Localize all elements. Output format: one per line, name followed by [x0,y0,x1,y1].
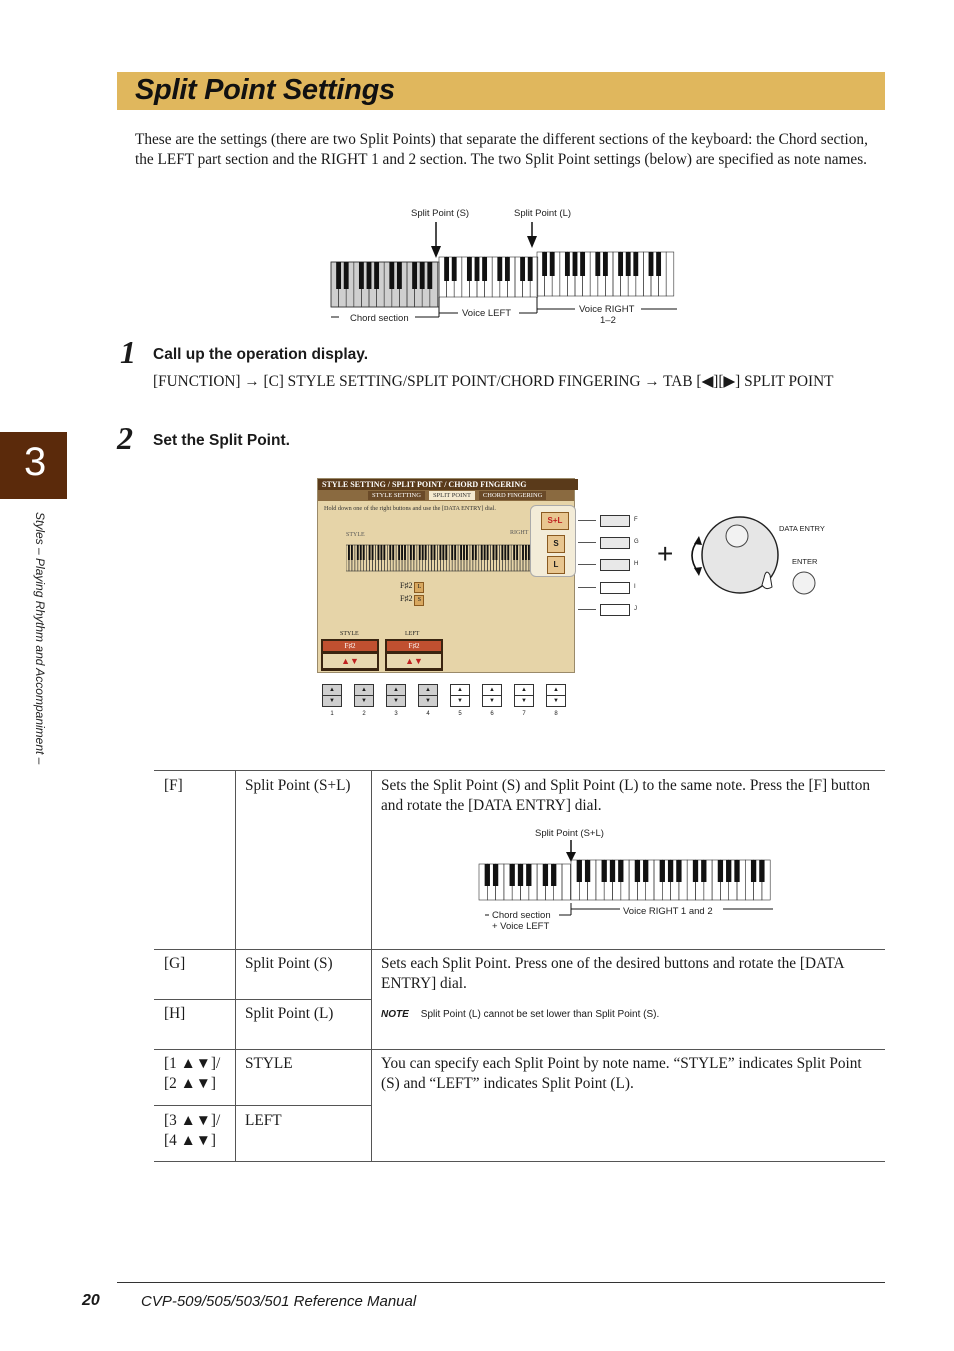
voice-left-label: Voice LEFT [462,308,512,319]
black-key [460,545,462,560]
button-g-label: G [634,539,639,545]
white-key [666,252,674,296]
black-key [336,262,341,289]
black-key [392,545,394,560]
black-key [401,545,403,560]
number-button-label: 5 [458,711,462,717]
number-button-label: 1 [330,711,334,717]
black-key [439,545,441,560]
button-j-label: J [634,606,637,612]
black-key [610,860,615,882]
black-key [467,257,472,281]
black-key [507,545,509,560]
black-key [618,860,623,882]
icon-s-plus-l: S+L [541,512,569,530]
tab-split-point[interactable]: SPLIT POINT [429,491,475,500]
enter-label: ENTER [792,557,818,566]
button-h[interactable] [600,559,630,571]
black-key [425,545,427,560]
black-key [577,860,582,882]
number-button-3[interactable]: ▲ ▼ 3 [386,684,406,717]
black-key [496,545,498,560]
table-note [381,1004,659,1022]
black-key [497,257,502,281]
black-key [410,545,412,560]
black-key [452,257,457,281]
table-right-label: Voice RIGHT 1 and 2 [623,906,713,917]
row-style-key: [1 ▲▼]/ [2 ▲▼] [164,1055,221,1092]
plus-icon: + [657,538,674,569]
chord-section-label: Chord section [350,313,409,324]
number-button-label: 4 [426,711,430,717]
black-key [633,252,638,276]
black-key [360,545,362,560]
button-f[interactable] [600,515,630,527]
row-f-key: [F] [164,777,183,794]
black-key [493,864,498,886]
side-icons-callout [530,505,576,577]
button-i-label: I [634,584,636,590]
intro-paragraph: These are the settings (there are two Split Points) that separate the different sections of the keyboard: the Chord section, the LEFT part section and the RIGHT 1 and 2 section. The two Split Point settings (below) are specified as note names. [135,131,868,168]
black-key [374,262,379,289]
button-i[interactable] [600,582,630,594]
note-text: Split Point (L) cannot be set lower than Split Point (S). [420,1009,660,1020]
black-key [618,252,623,276]
tab-style-setting[interactable]: STYLE SETTING [368,491,425,500]
black-key [551,864,556,886]
black-key [422,545,424,560]
row-f-desc: Sets the Split Point (S) and Split Point (L) to the same note. Press the [F] button and rotate the [DATA ENTRY] dial. [381,777,871,814]
black-key [676,860,681,882]
black-key [526,864,531,886]
black-key [505,257,510,281]
chapter-side-text: Styles – Playing Rhythm and Accompaniment – [33,512,47,765]
black-key [472,545,474,560]
number-button-label: 7 [522,711,526,717]
white-key [562,864,570,900]
row-left-name: LEFT [245,1112,282,1129]
black-key [420,262,425,289]
black-key [466,545,468,560]
page-number: 20 [82,1292,100,1309]
black-key [626,252,631,276]
black-key [348,545,350,560]
black-key [367,262,372,289]
number-button-4[interactable]: ▲ ▼ 4 [418,684,438,717]
lcd-title: STYLE SETTING / SPLIT POINT / CHORD FINGERING [318,479,578,490]
black-key [442,545,444,560]
black-key [751,860,756,882]
black-key [389,262,394,289]
button-j[interactable] [600,604,630,616]
lcd-note-2: F♯2 S [400,594,424,606]
black-key [573,252,578,276]
black-key [656,252,661,276]
black-key [522,545,524,560]
data-entry-label: DATA ENTRY [779,524,825,533]
black-key [389,545,391,560]
table-chord-label-2: + Voice LEFT [492,921,550,932]
lcd-note-1: F♯2 L [400,581,424,593]
number-button-6[interactable]: ▲ ▼ 6 [482,684,502,717]
row-f-name: Split Point (S+L) [245,777,351,794]
icon-s: S [547,535,565,553]
black-key [504,545,506,560]
row-g-name: Split Point (S) [245,955,333,972]
row-h-key: [H] [164,1005,186,1022]
black-key [520,257,525,281]
black-key [351,545,353,560]
black-key [493,545,495,560]
black-key [372,545,374,560]
black-key [454,545,456,560]
black-key [565,252,570,276]
black-key [475,257,480,281]
lcd-keyboard [346,543,536,573]
black-key [463,545,465,560]
black-key [419,545,421,560]
black-key [668,860,673,882]
lcd-style-label: STYLE [346,532,365,538]
chapter-number: 3 [24,440,47,484]
black-key [344,262,349,289]
number-button-7[interactable]: ▲ ▼ 7 [514,684,534,717]
black-key [660,860,665,882]
black-key [603,252,608,276]
row-g-desc: Sets each Split Point. Press one of the desired buttons and rotate the [DATA ENTRY] dial. [381,955,844,992]
row-left-key: [3 ▲▼]/ [4 ▲▼] [164,1112,221,1149]
black-key [485,864,490,886]
black-key [359,262,364,289]
split-sl-label: Split Point (S+L) [535,828,604,839]
number-button-1[interactable]: ▲ ▼ 1 [322,684,342,717]
black-key [412,262,417,289]
black-key [451,545,453,560]
black-key [649,252,654,276]
number-button-label: 2 [362,711,366,717]
button-g[interactable] [600,537,630,549]
black-key [363,545,365,560]
black-key [734,860,739,882]
table-chord-label: Chord section [492,910,551,921]
lcd-bottom-style-label: STYLE [340,631,359,637]
voice-right-label: Voice RIGHT [579,304,635,315]
note-label: NOTE [381,1009,409,1020]
split-point-s-label: Split Point (S) [411,208,470,219]
manual-title: CVP-509/505/503/501 Reference Manual [141,1293,417,1310]
black-key [542,252,547,276]
black-key [482,257,487,281]
black-key [501,545,503,560]
black-key [378,545,380,560]
lcd-right-label: RIGHT [510,530,529,536]
black-key [398,545,400,560]
step-1-number: 1 [120,334,136,370]
black-key [643,860,648,882]
black-key [431,545,433,560]
icon-l: L [547,556,565,574]
black-key [585,860,590,882]
number-button-2[interactable]: ▲ ▼ 2 [354,684,374,717]
black-key [475,545,477,560]
number-button-5[interactable]: ▲ ▼ 5 [450,684,470,717]
step-1-title: Call up the operation display. [153,346,369,363]
row-style-desc: You can specify each Split Point by note name. “STYLE” indicates Split Point (S) and “LEFT” indicates Split Point (L). [381,1055,862,1092]
button-f-label: F [634,517,638,523]
black-key [404,545,406,560]
black-key [693,860,698,882]
black-key [550,252,555,276]
black-key [759,860,764,882]
black-key [513,545,515,560]
lcd-style-field[interactable]: F♯2 ▲▼ [321,639,379,671]
split-point-l-label: Split Point (L) [514,208,572,219]
black-key [701,860,706,882]
black-key [580,252,585,276]
black-key [444,257,449,281]
black-key [525,545,527,560]
black-key [397,262,402,289]
tab-chord-fingering[interactable]: CHORD FINGERING [479,491,546,500]
voice-right-label-2: 1–2 [600,315,616,326]
number-button-label: 3 [394,711,398,717]
step-2-number: 2 [117,420,133,456]
lcd-message: Hold down one of the right buttons and use the [DATA ENTRY] dial. [324,505,496,512]
black-key [427,262,432,289]
lcd-bottom-left-label: LEFT [405,631,420,637]
step-2-title: Set the Split Point. [153,432,290,449]
black-key [516,545,518,560]
button-h-label: H [634,561,639,567]
step-1-path: [FUNCTION] → [C] STYLE SETTING/SPLIT POINT/CHORD FINGERING → TAB [◀][▶] SPLIT POINT [153,373,834,390]
black-key [434,545,436,560]
black-key [528,257,533,281]
black-key [718,860,723,882]
black-key [357,545,359,560]
black-key [383,545,385,560]
lcd-left-field[interactable]: F♯2 ▲▼ [385,639,443,671]
section-title: Split Point Settings [135,74,395,106]
number-button-label: 8 [554,711,558,717]
black-key [602,860,607,882]
row-h-name: Split Point (L) [245,1005,334,1022]
row-style-name: STYLE [245,1055,293,1072]
black-key [510,864,515,886]
black-key [369,545,371,560]
black-key [635,860,640,882]
black-key [543,864,548,886]
black-key [518,864,523,886]
black-key [445,545,447,560]
row-g-key: [G] [164,955,186,972]
black-key [487,545,489,560]
black-key [484,545,486,560]
black-key [726,860,731,882]
black-key [413,545,415,560]
black-key [481,545,483,560]
black-key [595,252,600,276]
number-button-8[interactable]: ▲ ▼ 8 [546,684,566,717]
footer-rule [117,1282,885,1283]
number-button-label: 6 [490,711,494,717]
black-key [380,545,382,560]
number-buttons [322,684,572,724]
